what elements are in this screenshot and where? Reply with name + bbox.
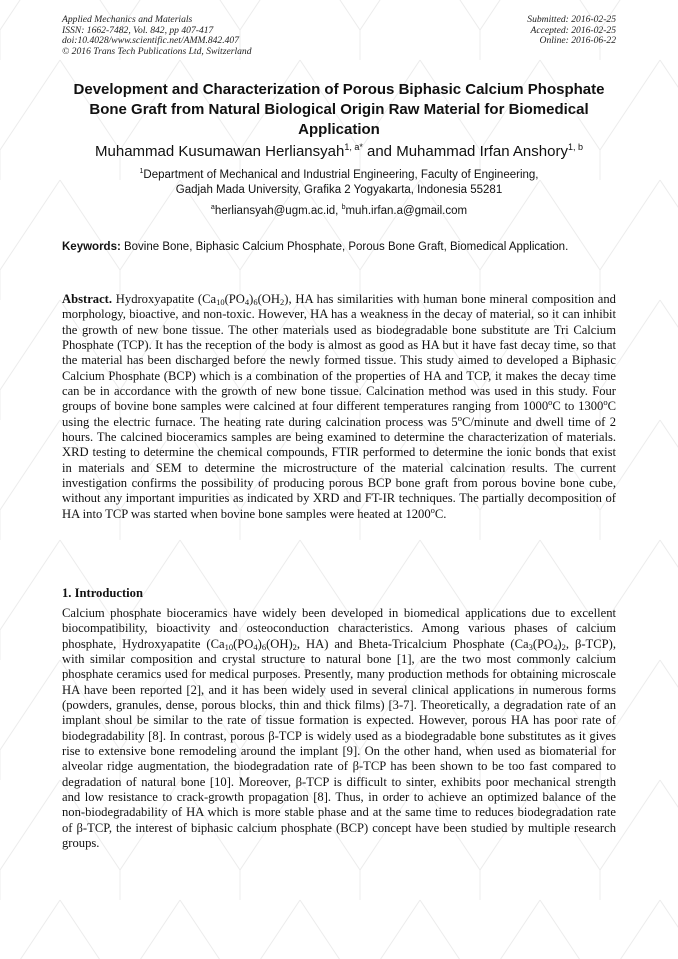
accepted-date: Accepted: 2016-02-25 bbox=[530, 24, 616, 36]
affiliation-mark: 1 bbox=[139, 168, 144, 175]
doi-link[interactable]: doi:10.4028/www.scientific.net/AMM.842.407 bbox=[62, 35, 240, 46]
keywords-block bbox=[62, 240, 616, 256]
journal-issn: ISSN: 1662-7482, Vol. 842, pp 407-417 bbox=[62, 24, 214, 36]
abstract-paragraph: Abstract. Hydroxyapatite ($Ca_{10}(PO_4)_6(OH_2)$, HA has similarities with human bone mineral composition and morphology, bioactive, and non-toxic. However, HA has a weakness in the decay of material, so it can inhibit the growth of new bone tissue. The other materials used as biodegradable bone substitute are Tri Calcium Phosphate (TCP). It has the reception of the body is almost as good as HA but it have fast decay time, so that the material has been discharged before the newly formed tissue. This study aimed to developed a Biphasic Calcium Phosphate (BCP) which is a combination of the properties of HA and TCP, it makes the decay time can be in accordance with the growth of new bone tissue. Calcination method was used in this study. Four groups of bovine bone samples were calcined at four different temperatures ranging from 1000$^o$C to 1300$^o$C using the electric furnace. The heating rate during calcination process was 5$^o$C/minute and dwell time of 2 hours. The calcined bioceramics samples are being examined to determine the characterization of materials. XRD testing to determine the chemical compounds, FTIR performed to determine the ionic bonds that exist in materials and SEM to determine the microstructure of the material calcination results. The current investigation confirms the possibility of producing porous BCP bone graft from porous bovine bone cube, without any important impurities as indicated by XRD and FT-IR techniques. The partially decomposition of HA into TCP was started when bovine bone samples were heated at 1200$^o$C. bbox=[62, 292, 617, 521]
author-name: Muhammad Irfan Anshory bbox=[396, 143, 568, 160]
affiliation-line: $^1$Department of Mechanical and Industrial Engineering, Faculty of Engineering, bbox=[139, 168, 539, 181]
affiliation bbox=[62, 168, 616, 198]
section-heading: 1. Introduction bbox=[62, 586, 143, 600]
copyright-line: © 2016 Trans Tech Publications Ltd, Switzerland bbox=[62, 45, 252, 57]
email-mark: b bbox=[341, 204, 346, 211]
paper-title: Development and Characterization of Porous Biphasic Calcium Phosphate Bone Graft from Natural Biological Origin Raw Material for Biomedical Application bbox=[73, 81, 605, 138]
affiliation-line: Gadjah Mada University, Grafika 2 Yogyakarta, Indonesia 55281 bbox=[175, 184, 503, 196]
author-affiliation-mark: 1, a* bbox=[344, 142, 363, 152]
email-mark: a bbox=[210, 204, 215, 211]
submitted-date: Submitted: 2016-02-25 bbox=[527, 14, 616, 25]
online-date: Online: 2016-06-22 bbox=[539, 35, 616, 46]
keywords-label: Keywords: bbox=[62, 241, 121, 253]
keywords-text: Bovine Bone, Biphasic Calcium Phosphate, Porous Bone Graft, Biomedical Application. bbox=[120, 241, 569, 253]
author-affiliation-mark: 1, b bbox=[567, 142, 583, 152]
author-list bbox=[62, 143, 616, 161]
author-separator: and bbox=[362, 143, 397, 160]
journal-header-right bbox=[527, 15, 616, 47]
email-link[interactable]: herliansyah@ugm.ac.id, bbox=[214, 205, 342, 217]
journal-name: Applied Mechanics and Materials bbox=[62, 14, 193, 25]
abstract-label: Abstract. bbox=[62, 292, 113, 306]
author-name: Muhammad Kusumawan Herliansyah bbox=[95, 143, 345, 160]
author-emails bbox=[62, 204, 616, 219]
introduction-paragraph: Calcium phosphate bioceramics have widely been developed in biomedical applications due to excellent biocompatibility, bioactivity and osteoconduction characteristics. Among various phases of calcium phosphate, Hydroxyapatite ($Ca_{10}(PO_4)_6(OH)_2$, HA) and Bheta-Tricalcium Phosphate ($Ca_3(PO_4)_2$, β-TCP), with similar composition and crystal structure to natural bone [1], are the two most commonly calcium phosphate ceramics used for medical purposes. Presently, many production methods for obtaining microscale HA have been reported [2], and it has been widely used in several clinical applications in numerous forms (powders, granules, dense, porous blocks, thin and thick films) [3-7]. Theoretically, a degradation rate of an implant shoul be similar to the rate of tissue formation is expected. However, porous HA has poor rate of biodegradability [8]. In contrast, porous β-TCP is widely used as a biodegradable bone substitutes as it gives rise to extensive bone remodeling around the implant [9]. On the other hand, when used as biomaterial for alveolar ridge augmentation, the biodegradation rate of β-TCP has been shown to be too fast compared to degradation of natural bone [10]. Moreover, β-TCP is difficult to sinter, exhibits poor mechanical strength and low resistance to crack-growth propagation [8]. Thus, in order to achieve an optimized balance of the non-biodegradability of HA which is more stable phase and at the same time to reduces biodegradation rate of β-TCP, the interest of biphasic calcium phosphate (BCP) concept have been studied by multiple research groups. bbox=[62, 606, 616, 851]
email-link[interactable]: muh.irfan.a@gmail.com bbox=[345, 205, 468, 217]
journal-header-left bbox=[62, 15, 252, 57]
